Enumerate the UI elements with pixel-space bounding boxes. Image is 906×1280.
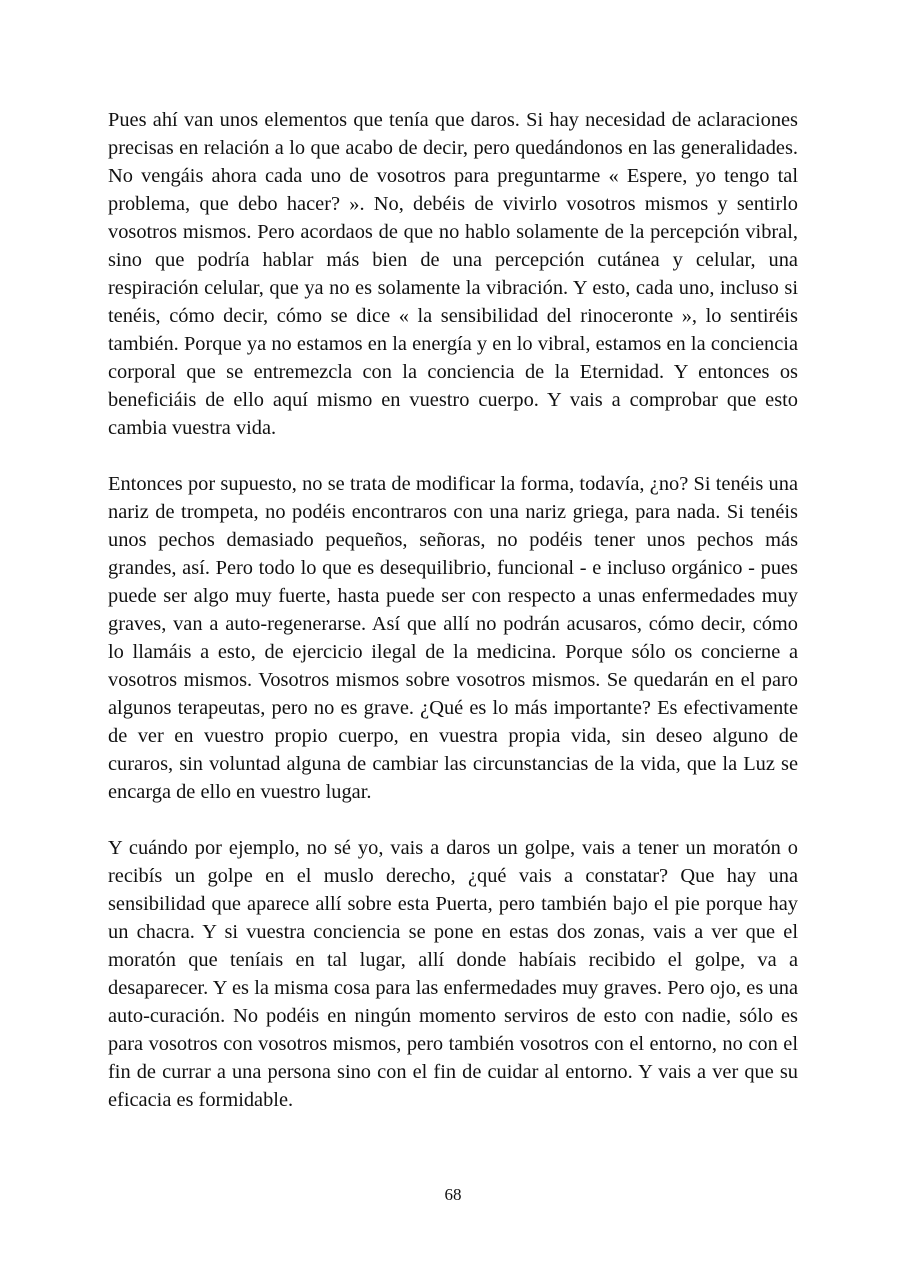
page-body [108,106,798,1142]
paragraph-3: Y cuándo por ejemplo, no sé yo, vais a daros un golpe, vais a tener un moratón o recibís un golpe en el muslo derecho, ¿qué vais a constatar? Que hay una sensibilidad que aparece allí sobre esta Puerta, pero también bajo el pie porque hay un chacra. Y si vuestra conciencia se pone en estas dos zonas, vais a ver que el moratón que teníais en tal lugar, allí donde habíais recibido el golpe, va a desaparecer. Y es la misma cosa para las enfermedades muy graves. Pero ojo, es una auto-curación. No podéis en ningún momento serviros de esto con nadie, sólo es para vosotros con vosotros mismos, pero también vosotros con el entorno, no con el fin de currar a una persona sino con el fin de cuidar al entorno. Y vais a ver que su eficacia es formidable. [108,837,798,1111]
page-number: 68 [444,1185,462,1204]
paragraph-2: Entonces por supuesto, no se trata de modificar la forma, todavía, ¿no? Si tenéis una nariz de trompeta, no podéis encontraros con una nariz griega, para nada. Si tenéis unos pechos demasiado pequeños, señoras, no podéis tener unos pechos más grandes, así. Pero todo lo que es desequilibrio, funcional - e incluso orgánico - pues puede ser algo muy fuerte, hasta puede ser con respecto a unas enfermedades muy graves, van a auto-regenerarse. Así que allí no podrán acusaros, cómo decir, cómo lo llamáis a esto, de ejercicio ilegal de la medicina. Porque sólo os concierne a vosotros mismos. Vosotros mismos sobre vosotros mismos. Se quedarán en el paro algunos terapeutas, pero no es grave. ¿Qué es lo más importante? Es efectivamente de ver en vuestro propio cuerpo, en vuestra propia vida, sin deseo alguno de curaros, sin voluntad alguna de cambiar las circunstancias de la vida, que la Luz se encarga de ello en vuestro lugar. [108,473,798,803]
paragraph-1: Pues ahí van unos elementos que tenía que daros. Si hay necesidad de aclaraciones precisas en relación a lo que acabo de decir, pero quedándonos en las generalidades. No vengáis ahora cada uno de vosotros para preguntarme « Espere, yo tengo tal problema, que debo hacer? ». No, debéis de vivirlo vosotros mismos y sentirlo vosotros mismos. Pero acordaos de que no hablo solamente de la percepción vibral, sino que podría hablar más bien de una percepción cutánea y celular, una respiración celular, que ya no es solamente la vibración. Y esto, cada uno, incluso si tenéis, cómo decir, cómo se dice « la sensibilidad del rinoceronte », lo sentiréis también. Porque ya no estamos en la energía y en lo vibral, estamos en la conciencia corporal que se entremezcla con la conciencia de la Eternidad. Y entonces os beneficiáis de ello aquí mismo en vuestro cuerpo. Y vais a comprobar que esto cambia vuestra vida. [108,109,798,439]
